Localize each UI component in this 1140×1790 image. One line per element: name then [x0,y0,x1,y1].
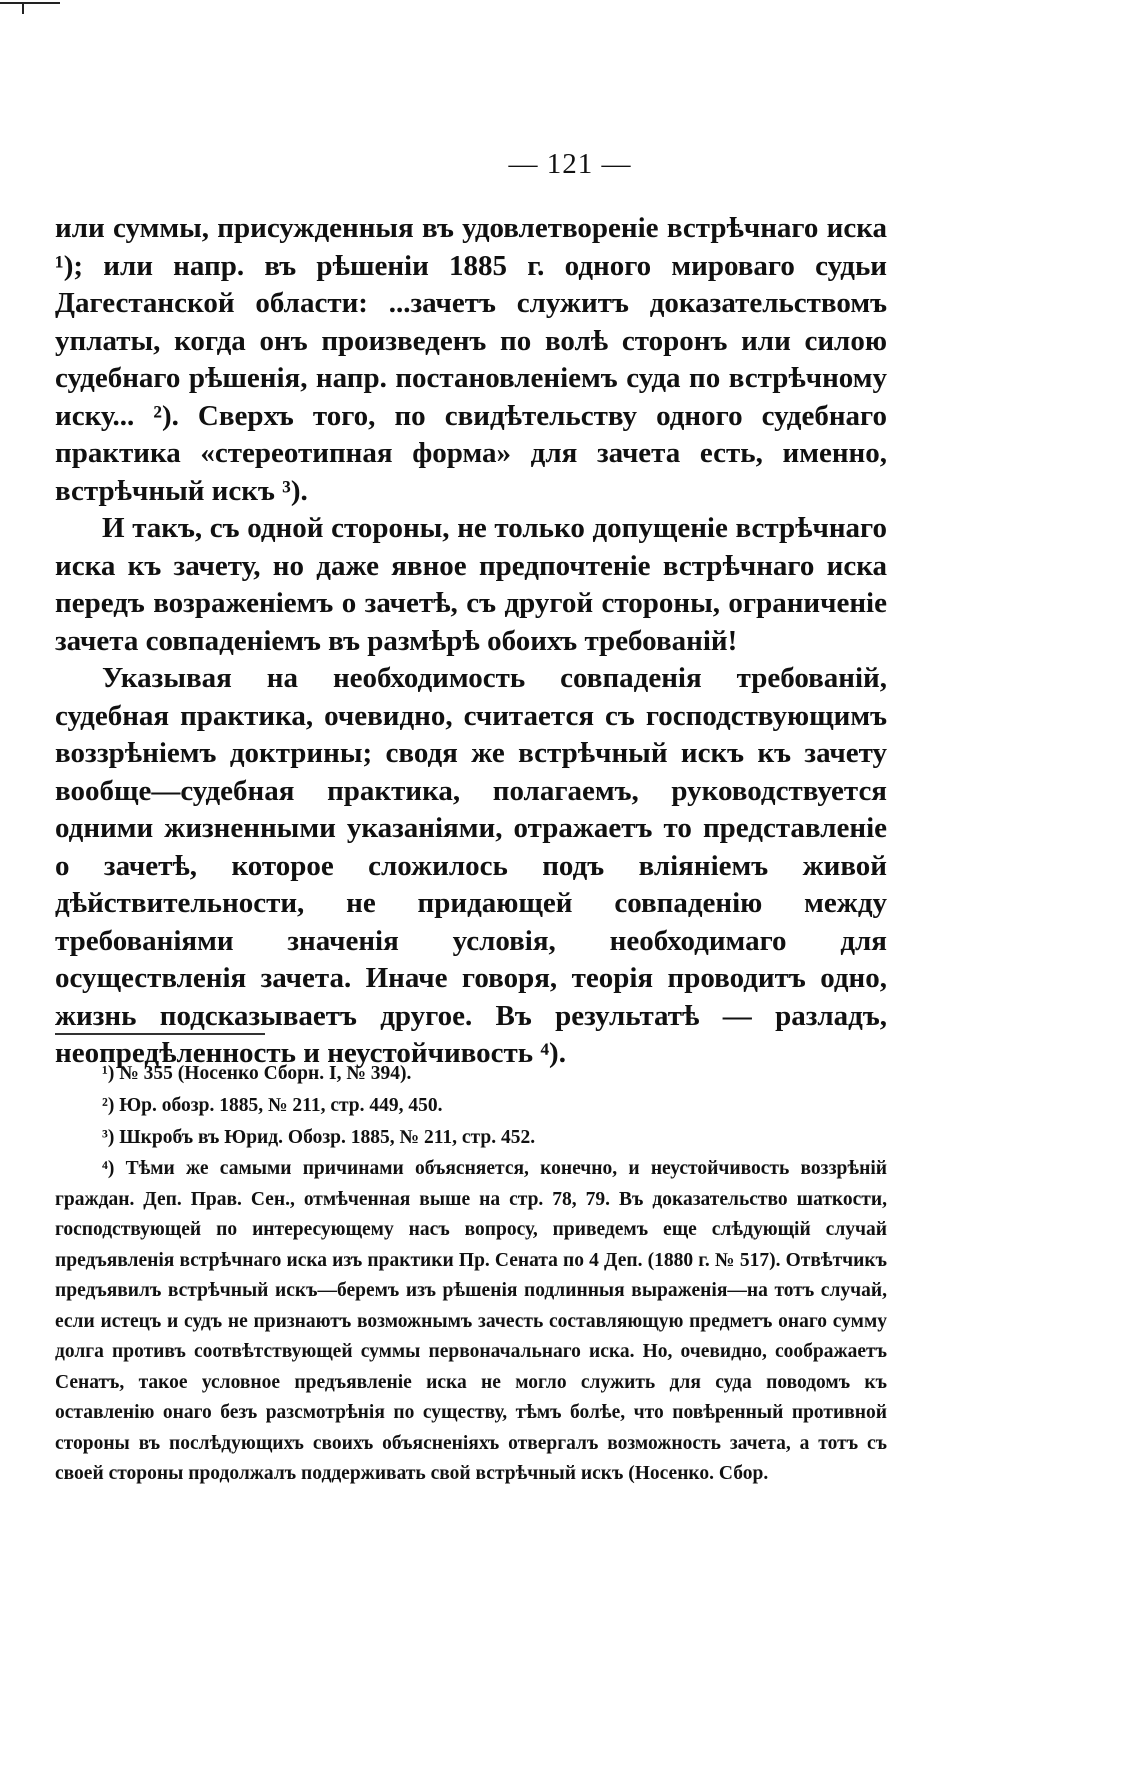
footnote-4: ⁴) Тѣми же самыми причинами объясняется, конечно, и неустойчивость воззрѣній граждан. Деп. Прав. Сен., отмѣченная выше на стр. 78, 79. Въ доказательство шаткости, господствующей по интересующему насъ вопросу, приведемъ еще слѣдующій случай предъявленія встрѣчнаго иска изъ практики Пр. Сената по 4 Деп. (1880 г. № 517). Отвѣтчикъ предъявилъ встрѣчный искъ—беремъ изъ рѣшенія подлинныя выраженія—на тотъ случай, если истецъ и судъ не признаютъ возможнымъ зачесть составляющую предметъ онаго сумму долга противъ соотвѣтствующей суммы первоначальнаго иска. Но, очевидно, соображаетъ Сенатъ, такое условное предъявленіе иска не могло служить для суда поводомъ къ оставленію онаго безъ разсмотрѣнія по существу, тѣмъ болѣе, что повѣренный противной стороны въ послѣдующихъ своихъ объясненіяхъ отвергалъ возможность зачета, а тотъ съ своей стороны продолжалъ поддерживать свой встрѣчный искъ (Носенко. Сбор. [55,1158,887,1484]
main-text [55,210,887,1073]
footnote-3: ³) Шкробъ въ Юрид. Обозр. 1885, № 211, стр. 452. [102,1127,536,1148]
footnote-1: ¹) № 355 (Носенко Сборн. I, № 394). [102,1063,412,1084]
scan-edge-mark [0,2,60,10]
page-number: — 121 — [508,148,632,180]
paragraph-3: Указывая на необходимость совпаденія требованій, судебная практика, очевидно, считается съ господствующимъ воззрѣніемъ доктрины; сводя же встрѣчный искъ къ зачету вообще—судебная практика, полагаемъ, руководствуется одними жизненными указаніями, отражаетъ то представленіе о зачетѣ, которое сложилось подъ вліяніемъ живой дѣйствительности, не придающей совпаденію между требованіями значенія условія, необходимаго для осуществленія зачета. Иначе говоря, теорія проводитъ одно, жизнь подсказываетъ другое. Въ результатѣ — разладъ, неопредѣленность и неустойчивость ⁴). [55,662,887,1069]
footnote-2: ²) Юр. обозр. 1885, № 211, стр. 449, 450. [102,1095,443,1116]
paragraph-2: И такъ, съ одной стороны, не только допущеніе встрѣчнаго иска къ зачету, но даже явное предпочтеніе встрѣчнаго иска передъ возраженіемъ о зачетѣ, съ другой стороны, ограниченіе зачета совпаденіемъ въ размѣрѣ обоихъ требованій! [55,512,887,657]
footnotes [55,1058,887,1490]
paragraph-1: или суммы, присужденныя въ удовлетвореніе встрѣчнаго иска ¹); или напр. въ рѣшеніи 1885 г. одного мироваго судьи Дагестанской области: ...зачетъ служитъ доказательствомъ уплаты, когда онъ произведенъ по волѣ сторонъ или силою судебнаго рѣшенія, напр. постановленіемъ суда по встрѣчному иску... ²). Сверхъ того, по свидѣтельству одного судебнаго практика «стереотипная форма» для зачета есть, именно, встрѣчный искъ ³). [55,212,887,507]
footnote-divider [55,1033,265,1035]
